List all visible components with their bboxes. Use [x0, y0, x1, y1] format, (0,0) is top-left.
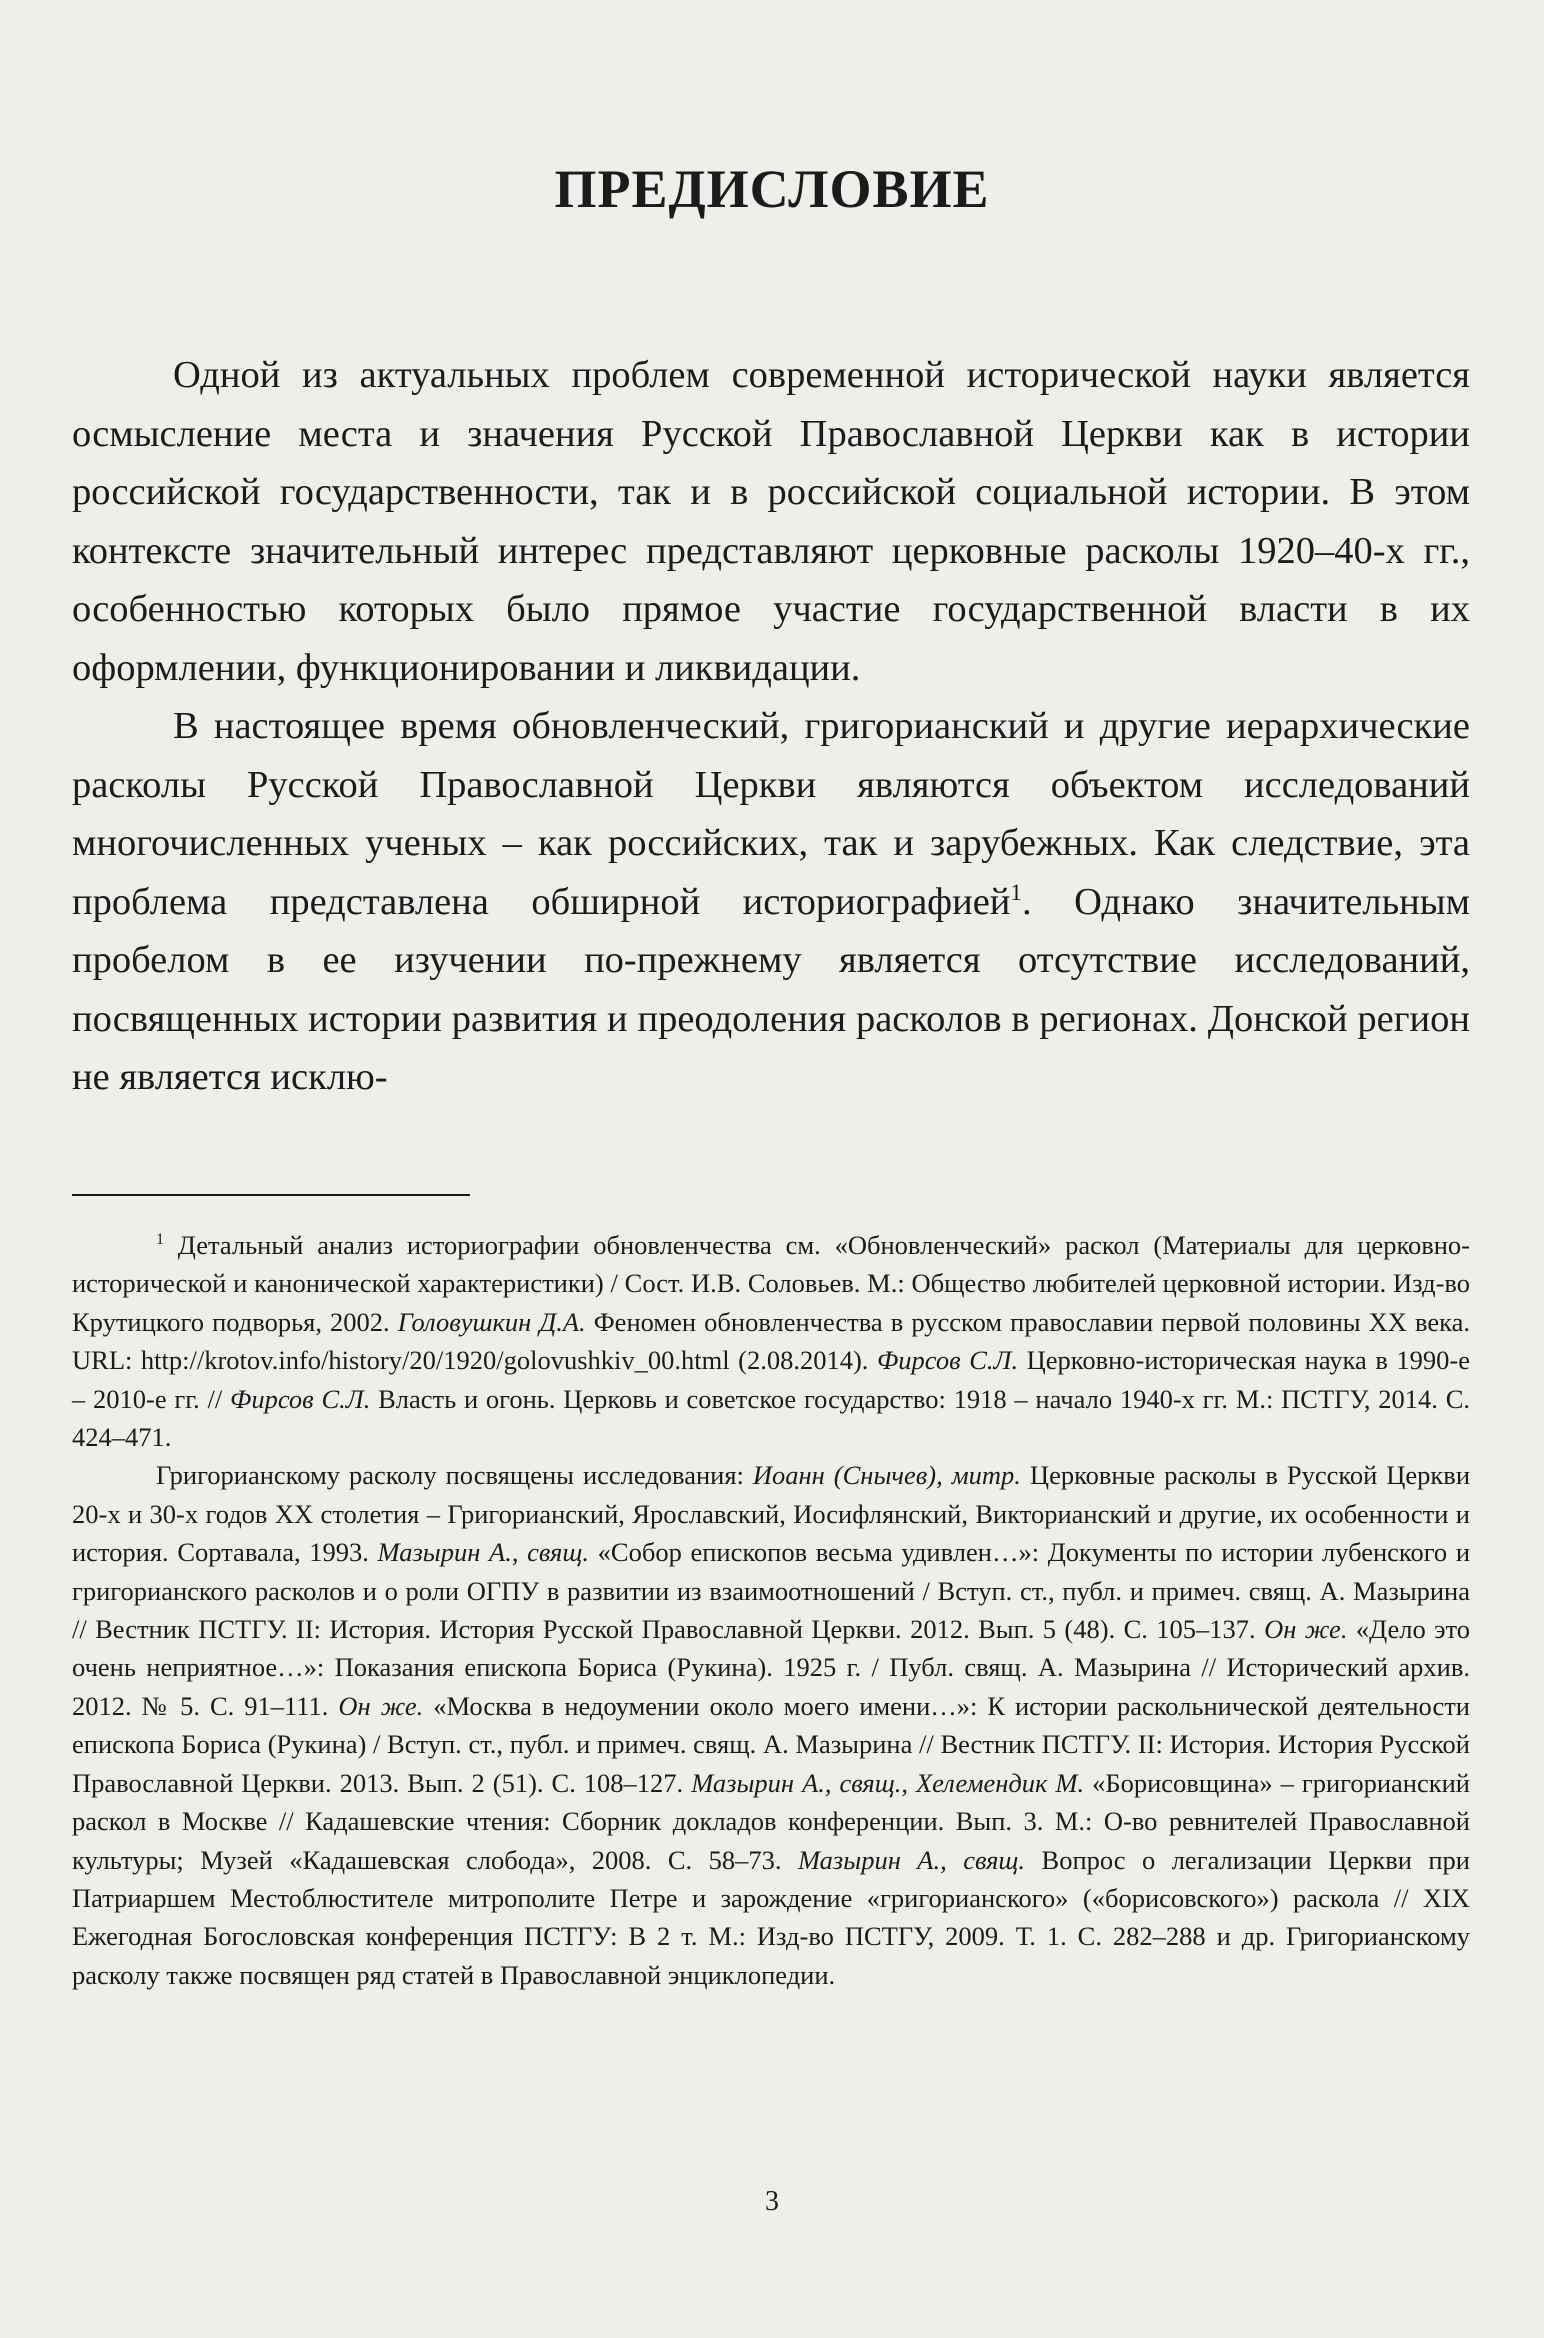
- paragraph-1: Одной из актуальных проблем современной исторической науки является осмысление места и значения Русской Православной Церкви как в истории российской государственности, так и в российской социальной истории. В этом контексте значительный интерес представляют церковные расколы 1920–40-х гг., особенностью которых было прямое участие государственной власти в их оформлении, функционировании и ликвидации.: [72, 354, 1470, 689]
- author-name: Иоанн (Снычев), митр.: [752, 1460, 1021, 1491]
- footnotes: [72, 1226, 1470, 1994]
- paragraph-2: [72, 697, 1470, 1107]
- author-name: Фирсов С.Л.: [230, 1383, 371, 1414]
- footnote-number: 1: [156, 1231, 164, 1249]
- page-title: ПРЕДИСЛОВИЕ: [554, 159, 990, 219]
- author-name: Мазырин А., свящ.: [377, 1537, 590, 1568]
- footnote-separator: [72, 1194, 470, 1196]
- footnote-1: $^1$ Детальный анализ историографии обновленчества см. «Обновленческий» раскол (Материалы для церковно-исторической и канонической характеристики) / Сост. И.В. Соловьев. М.: Общество любителей церковной истории. Изд-во Крутицкого подворья, 2002. Головушкин Д.А. Феномен обновленчества в русском православии первой половины XX века. URL: http://krotov.info/history/20/1920/golovushkiv_00.html (2.08.2014). Фирсов С.Л. Церковно-историческая наука в 1990-е – 2010-е гг. // Фирсов С.Л. Власть и огонь. Церковь и советское государство: 1918 – начало 1940-х гг. М.: ПСТГУ, 2014. С. 424–471.: [72, 1230, 1471, 1453]
- paragraph-2-text-after: . Однако значительным пробелом в ее изучении по-прежнему является отсутствие исследований, посвященных истории развития и преодоления расколов в регионах. Донской регион не является исклю-: [72, 880, 1470, 1098]
- author-name: Фирсов С.Л.: [876, 1345, 1019, 1376]
- author-name: Мазырин А., свящ.: [797, 1844, 1026, 1875]
- page-number: 3: [765, 2186, 779, 2217]
- author-name: Головушкин Д.А.: [397, 1306, 586, 1337]
- footnote-marker[interactable]: 1: [1010, 878, 1022, 905]
- author-name: Он же.: [338, 1690, 424, 1721]
- main-text: [72, 346, 1470, 1107]
- author-name: Мазырин А., свящ., Хелемендик М.: [691, 1767, 1085, 1798]
- paragraph-2-text-before: В настоящее время обновленческий, григорианский и другие иерархические расколы Русской Православной Церкви являются объектом исследований многочисленных ученых – как российских, так и зарубежных. Как следствие, эта проблема представлена обширной историографией: [72, 705, 1470, 923]
- author-name: Он же.: [1264, 1614, 1348, 1645]
- footnote-1-continued: Григорианскому расколу посвящены исследования: Иоанн (Снычев), митр. Церковные расколы в Русской Церкви 20-х и 30-х годов XX столетия – Григорианский, Ярославский, Иосифлянский, Викторианский и другие, их особенности и история. Сортавала, 1993. Мазырин А., свящ. «Собор епископов весьма удивлен…»: Документы по истории лубенского и григорианского расколов и о роли ОГПУ в развитии из взаимоотношений / Вступ. ст., публ. и примеч. свящ. А. Мазырина // Вестник ПСТГУ. II: История. История Русской Православной Церкви. 2012. Вып. 5 (48). С. 105–137. Он же. «Дело это очень неприятное…»: Показания епископа Бориса (Рукина). 1925 г. / Публ. свящ. А. Мазырина // Исторический архив. 2012. № 5. С. 91–111. Он же. «Москва в недоумении около моего имени…»: К истории раскольнической деятельности епископа Бориса (Рукина) / Вступ. ст., публ. и примеч. свящ. А. Мазырина // Вестник ПСТГУ. II: История. История Русской Православной Церкви. 2013. Вып. 2 (51). С. 108–127. Мазырин А., свящ., Хелемендик М. «Борисовщина» – григорианский раскол в Москве // Кадашевские чтения: Сборник докладов конференции. Вып. 3. М.: О-во ревнителей Православной культуры; Музей «Кадашевская слобода», 2008. С. 58–73. Мазырин А., свящ. Вопрос о легализации Церкви при Патриаршем Местоблюстителе митрополите Петре и зарождение «григорианского» («борисовского») раскола // XIX Ежегодная Богословская конференция ПСТГУ: В 2 т. М.: Изд-во ПСТГУ, 2009. Т. 1. С. 282–288 и др. Григорианскому расколу также посвящен ряд статей в Православной энциклопедии.: [72, 1460, 1471, 1990]
